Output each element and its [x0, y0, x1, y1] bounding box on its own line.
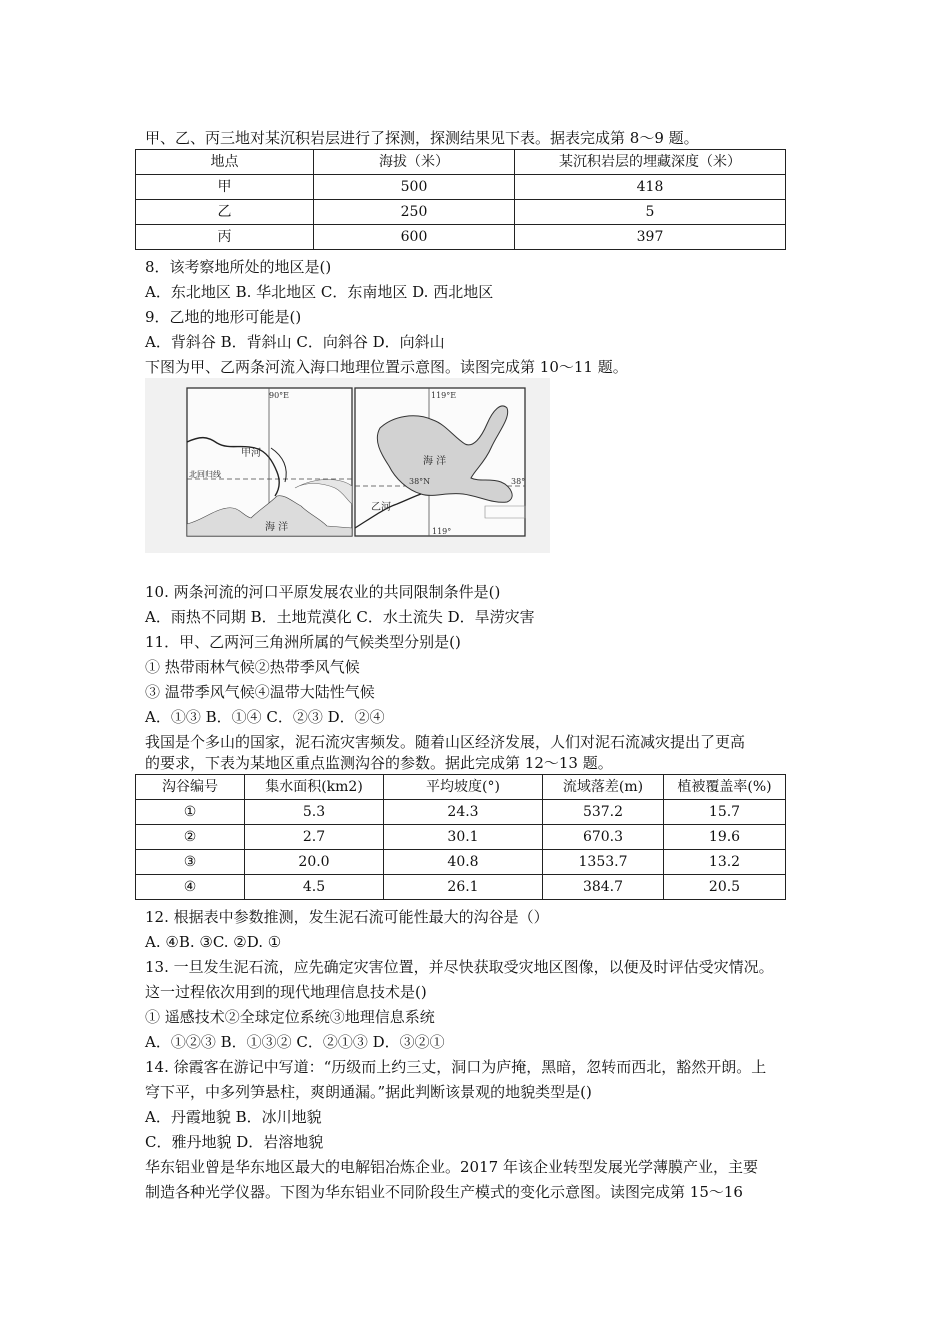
q13-stem-a: 13. 一旦发生泥石流，应先确定灾害位置，并尽快获取受灾地区图像，以便及时评估受灾情况。	[145, 958, 774, 976]
table-cell: 670.3	[543, 825, 664, 850]
sea-left-label: 海 洋	[265, 522, 289, 533]
header-cell: 地点	[136, 150, 314, 175]
table-cell: ②	[136, 825, 245, 850]
table-row	[136, 875, 786, 900]
right-lat-label: 38°N	[409, 477, 431, 486]
header-cell: 海拔（米）	[314, 150, 515, 175]
river-mouth-map	[145, 378, 550, 553]
table-row	[136, 800, 786, 825]
table-cell: 500	[314, 175, 515, 200]
table-row	[136, 175, 786, 200]
table-cell: 20.0	[245, 850, 384, 875]
right-lon-label: 119°E	[431, 391, 457, 400]
intro-12-13-a: 我国是个多山的国家，泥石流灾害频发。随着山区经济发展，人们对泥石流减灾提出了更高	[145, 733, 746, 751]
table-cell: 19.6	[664, 825, 786, 850]
left-lon-label: 90°E	[269, 391, 290, 400]
sea-right-label: 海 洋	[423, 456, 447, 467]
table-row	[136, 825, 786, 850]
table-cell: 丙	[136, 225, 314, 250]
table-cell: ①	[136, 800, 245, 825]
table-cell: 5.3	[245, 800, 384, 825]
header-cell: 平均坡度(°)	[384, 775, 543, 800]
table-row	[136, 200, 786, 225]
tropic-label: 北回归线	[189, 470, 221, 479]
table-cell: ④	[136, 875, 245, 900]
header-cell: 某沉积岩层的埋藏深度（米）	[515, 150, 786, 175]
table-row	[136, 850, 786, 875]
table-cell: 30.1	[384, 825, 543, 850]
header-cell: 植被覆盖率(%)	[664, 775, 786, 800]
table-cell: 397	[515, 225, 786, 250]
table-cell: 384.7	[543, 875, 664, 900]
q11-line2: ③ 温带季风气候④温带大陆性气候	[145, 683, 375, 701]
table-row	[136, 225, 786, 250]
table-cell: 418	[515, 175, 786, 200]
q10-options: A．雨热不同期 B．土地荒漠化 C．水土流失 D．旱涝灾害	[145, 608, 535, 626]
table-cell: 4.5	[245, 875, 384, 900]
q14-stem-b: 穹下平，中多列笋悬柱，爽朗通漏。”据此判断该景观的地貌类型是()	[145, 1083, 592, 1101]
q14-stem-a: 14. 徐霞客在游记中写道：“历级而上约三丈，洞口为庐掩，黑暗，忽转而西北，豁然开朗。上	[145, 1058, 767, 1076]
q14-options-a: A．丹霞地貌 B．冰川地貌	[145, 1108, 322, 1126]
header-cell: 流域落差(m)	[543, 775, 664, 800]
table-header-row	[136, 150, 786, 175]
table-cell: 26.1	[384, 875, 543, 900]
q12-options: A. ④B. ③C. ②D. ①	[145, 933, 282, 951]
river-jia-label: 甲河	[241, 448, 261, 459]
table-cell: 甲	[136, 175, 314, 200]
table-cell: 5	[515, 200, 786, 225]
q12-stem: 12. 根据表中参数推测，发生泥石流可能性最大的沟谷是（）	[145, 908, 549, 926]
q8-stem: 8．该考察地所处的地区是()	[145, 258, 332, 276]
q8-options: A．东北地区 B. 华北地区 C．东南地区 D. 西北地区	[145, 283, 494, 301]
intro-8-9: 甲、乙、丙三地对某沉积岩层进行了探测，探测结果见下表。据表完成第 8～9 题。	[145, 129, 699, 147]
table-cell: 20.5	[664, 875, 786, 900]
q11-options: A．①③ B．①④ C．②③ D．②④	[145, 708, 385, 726]
river-yi-label: 乙河	[371, 502, 391, 513]
header-cell: 集水面积(km2)	[245, 775, 384, 800]
q9-options: A．背斜谷 B．背斜山 C．向斜谷 D．向斜山	[145, 333, 445, 351]
table-cell: 15.7	[664, 800, 786, 825]
q13-stem-b: 这一过程依次用到的现代地理信息技术是()	[145, 983, 427, 1001]
right-lon-bottom-label: 119°	[432, 527, 452, 536]
table-cell: 1353.7	[543, 850, 664, 875]
intro-10-11: 下图为甲、乙两条河流入海口地理位置示意图。读图完成第 10～11 题。	[145, 358, 628, 376]
header-cell: 沟谷编号	[136, 775, 245, 800]
q11-stem: 11．甲、乙两河三角洲所属的气候类型分别是()	[145, 633, 461, 651]
table-cell: 24.3	[384, 800, 543, 825]
q14-options-b: C．雅丹地貌 D．岩溶地貌	[145, 1133, 324, 1151]
table-header-row	[136, 775, 786, 800]
table-cell: 2.7	[245, 825, 384, 850]
table-cell: 乙	[136, 200, 314, 225]
q11-line1: ① 热带雨林气候②热带季风气候	[145, 658, 360, 676]
q9-stem: 9．乙地的地形可能是()	[145, 308, 302, 326]
table-cell: ③	[136, 850, 245, 875]
table-cell: 600	[314, 225, 515, 250]
table-cell: 13.2	[664, 850, 786, 875]
intro-15-16-b: 制造各种光学仪器。下图为华东铝业不同阶段生产模式的变化示意图。读图完成第 15～16	[145, 1183, 743, 1201]
q13-options: A．①②③ B．①③② C．②①③ D．③②①	[145, 1033, 445, 1051]
right-lat-edge-label: 38°	[511, 477, 526, 486]
intro-12-13-b: 的要求，下表为某地区重点监测沟谷的参数。据此完成第 12～13 题。	[145, 754, 613, 772]
table-cell: 250	[314, 200, 515, 225]
table-cell: 537.2	[543, 800, 664, 825]
intro-15-16-a: 华东铝业曾是华东地区最大的电解铝冶炼企业。2017 年该企业转型发展光学薄膜产业，主要	[145, 1158, 758, 1176]
gully-table	[135, 774, 786, 900]
sediment-table	[135, 149, 786, 250]
table-cell: 40.8	[384, 850, 543, 875]
q13-line1: ① 遥感技术②全球定位系统③地理信息系统	[145, 1008, 435, 1026]
q10-stem: 10. 两条河流的河口平原发展农业的共同限制条件是()	[145, 583, 501, 601]
